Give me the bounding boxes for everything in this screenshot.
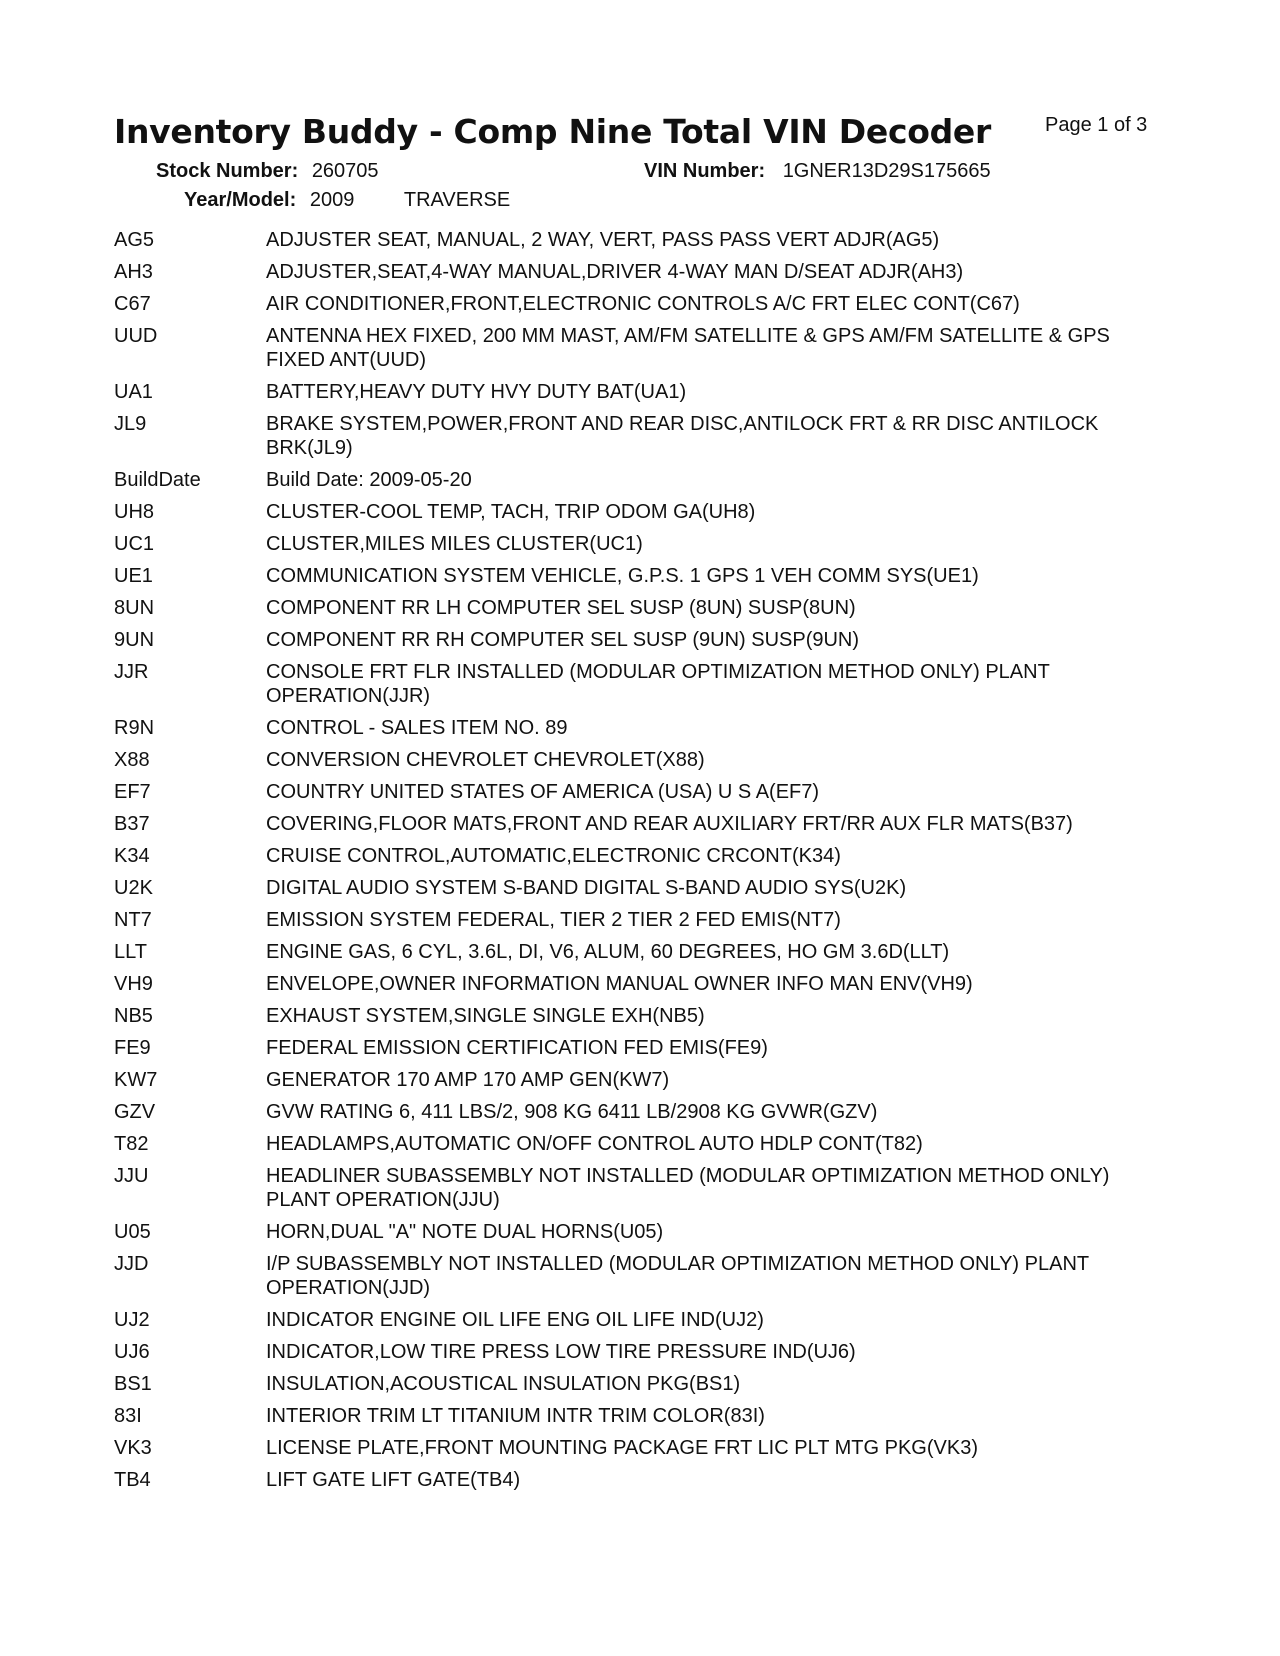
option-description: FEDERAL EMISSION CERTIFICATION FED EMIS(FE9) xyxy=(266,1037,768,1059)
option-code: JJR xyxy=(114,661,149,683)
option-code: JJD xyxy=(114,1253,149,1275)
stock-number-label: Stock Number: xyxy=(156,160,299,182)
option-row xyxy=(114,1220,1164,1244)
option-description: COVERING,FLOOR MATS,FRONT AND REAR AUXILIARY FRT/RR AUX FLR MATS(B37) xyxy=(266,813,1073,835)
vin-number-label: VIN Number: xyxy=(644,160,766,182)
option-code: AH3 xyxy=(114,261,153,283)
option-code: KW7 xyxy=(114,1069,158,1091)
option-code: UH8 xyxy=(114,501,155,523)
option-row xyxy=(114,468,1164,492)
option-row xyxy=(114,1436,1164,1460)
option-description: INSULATION,ACOUSTICAL INSULATION PKG(BS1) xyxy=(266,1373,741,1395)
option-row xyxy=(114,972,1164,996)
option-description: COMPONENT RR LH COMPUTER SEL SUSP (8UN) SUSP(8UN) xyxy=(266,597,856,619)
option-description: GVW RATING 6, 411 LBS/2, 908 KG 6411 LB/2908 KG GVWR(GZV) xyxy=(266,1101,878,1123)
option-description: HORN,DUAL "A" NOTE DUAL HORNS(U05) xyxy=(266,1221,664,1243)
option-code: VH9 xyxy=(114,973,153,995)
option-row xyxy=(114,844,1164,868)
option-row xyxy=(114,1036,1164,1060)
option-row xyxy=(114,876,1164,900)
option-description: BRAKE SYSTEM,POWER,FRONT AND REAR DISC,ANTILOCK FRT & RR DISC ANTILOCK BRK(JL9) xyxy=(266,413,1099,459)
option-description: COMMUNICATION SYSTEM VEHICLE, G.P.S. 1 GPS 1 VEH COMM SYS(UE1) xyxy=(266,565,979,587)
vin-number-value: 1GNER13D29S175665 xyxy=(782,160,991,182)
option-description: LICENSE PLATE,FRONT MOUNTING PACKAGE FRT LIC PLT MTG PKG(VK3) xyxy=(266,1437,978,1459)
option-row xyxy=(114,940,1164,964)
option-row xyxy=(114,1308,1164,1332)
option-description: HEADLAMPS,AUTOMATIC ON/OFF CONTROL AUTO HDLP CONT(T82) xyxy=(266,1133,923,1155)
option-description: AIR CONDITIONER,FRONT,ELECTRONIC CONTROLS A/C FRT ELEC CONT(C67) xyxy=(266,293,1020,315)
option-row xyxy=(114,716,1164,740)
option-description: CONSOLE FRT FLR INSTALLED (MODULAR OPTIMIZATION METHOD ONLY) PLANT OPERATION(JJR) xyxy=(266,661,1050,707)
option-description: GENERATOR 170 AMP 170 AMP GEN(KW7) xyxy=(266,1069,670,1091)
option-code: JL9 xyxy=(114,413,147,435)
option-code: U2K xyxy=(114,877,153,899)
option-row xyxy=(114,1004,1164,1028)
year-model-label: Year/Model: xyxy=(184,189,297,211)
option-description: DIGITAL AUDIO SYSTEM S-BAND DIGITAL S-BAND AUDIO SYS(U2K) xyxy=(266,877,907,899)
option-code: NT7 xyxy=(114,909,152,931)
option-code: NB5 xyxy=(114,1005,153,1027)
option-row xyxy=(114,228,1164,252)
option-code: GZV xyxy=(114,1101,156,1123)
option-code: 83I xyxy=(114,1405,142,1427)
page-number: Page 1 of 3 xyxy=(1045,114,1148,136)
option-description: LIFT GATE LIFT GATE(TB4) xyxy=(266,1469,521,1491)
option-code: VK3 xyxy=(114,1437,152,1459)
option-code: LLT xyxy=(114,941,147,963)
option-row xyxy=(114,1164,1164,1212)
option-row xyxy=(114,1372,1164,1396)
option-code: T82 xyxy=(114,1133,149,1155)
option-row xyxy=(114,908,1164,932)
option-description: CLUSTER-COOL TEMP, TACH, TRIP ODOM GA(UH8) xyxy=(266,501,756,523)
option-code: U05 xyxy=(114,1221,151,1243)
option-code: BS1 xyxy=(114,1373,152,1395)
option-description: ADJUSTER SEAT, MANUAL, 2 WAY, VERT, PASS PASS VERT ADJR(AG5) xyxy=(266,229,940,251)
stock-number-value: 260705 xyxy=(311,160,379,182)
option-code: JJU xyxy=(114,1165,149,1187)
option-row xyxy=(114,324,1164,372)
option-code: K34 xyxy=(114,845,150,867)
option-description: ANTENNA HEX FIXED, 200 MM MAST, AM/FM SATELLITE & GPS AM/FM SATELLITE & GPS FIXED ANT(UUD) xyxy=(266,325,1110,371)
option-row xyxy=(114,596,1164,620)
option-code: TB4 xyxy=(114,1469,151,1491)
option-description: I/P SUBASSEMBLY NOT INSTALLED (MODULAR OPTIMIZATION METHOD ONLY) PLANT OPERATION(JJD) xyxy=(266,1253,1089,1299)
option-row xyxy=(114,1068,1164,1092)
option-row xyxy=(114,1468,1164,1492)
model-value: TRAVERSE xyxy=(403,189,511,211)
option-row xyxy=(114,292,1164,316)
option-description: EXHAUST SYSTEM,SINGLE SINGLE EXH(NB5) xyxy=(266,1005,705,1027)
option-description: INTERIOR TRIM LT TITANIUM INTR TRIM COLOR(83I) xyxy=(266,1405,765,1427)
option-code: BuildDate xyxy=(114,469,201,491)
option-row xyxy=(114,532,1164,556)
option-code: C67 xyxy=(114,293,151,315)
option-row xyxy=(114,1404,1164,1428)
option-description: ENVELOPE,OWNER INFORMATION MANUAL OWNER INFO MAN ENV(VH9) xyxy=(266,973,973,995)
option-code: UE1 xyxy=(114,565,153,587)
option-code: B37 xyxy=(114,813,150,835)
option-row xyxy=(114,1100,1164,1124)
option-row xyxy=(114,412,1164,460)
option-description: HEADLINER SUBASSEMBLY NOT INSTALLED (MODULAR OPTIMIZATION METHOD ONLY) PLANT OPERATION(JJU) xyxy=(266,1165,1110,1211)
option-code: FE9 xyxy=(114,1037,151,1059)
option-description: INDICATOR ENGINE OIL LIFE ENG OIL LIFE IND(UJ2) xyxy=(266,1309,764,1331)
year-model-field xyxy=(184,189,510,212)
option-row xyxy=(114,660,1164,708)
vin-number-field xyxy=(644,160,991,183)
option-description: CONTROL - SALES ITEM NO. 89 xyxy=(266,717,568,739)
option-code: X88 xyxy=(114,749,150,771)
option-row xyxy=(114,564,1164,588)
option-row xyxy=(114,1132,1164,1156)
stock-number-field xyxy=(156,160,379,183)
option-description: EMISSION SYSTEM FEDERAL, TIER 2 TIER 2 FED EMIS(NT7) xyxy=(266,909,841,931)
option-description: Build Date: 2009-05-20 xyxy=(266,469,472,491)
document-title: Inventory Buddy - Comp Nine Total VIN Decoder xyxy=(114,112,991,151)
option-code: AG5 xyxy=(114,229,155,251)
option-description: ADJUSTER,SEAT,4-WAY MANUAL,DRIVER 4-WAY MAN D/SEAT ADJR(AH3) xyxy=(266,261,964,283)
option-code: 8UN xyxy=(114,597,155,619)
option-description: CRUISE CONTROL,AUTOMATIC,ELECTRONIC CRCONT(K34) xyxy=(266,845,841,867)
option-row xyxy=(114,380,1164,404)
option-description: ENGINE GAS, 6 CYL, 3.6L, DI, V6, ALUM, 60 DEGREES, HO GM 3.6D(LLT) xyxy=(266,941,950,963)
option-row xyxy=(114,260,1164,284)
option-code: R9N xyxy=(114,717,155,739)
option-row xyxy=(114,628,1164,652)
option-code: UUD xyxy=(114,325,158,347)
option-description: COMPONENT RR RH COMPUTER SEL SUSP (9UN) SUSP(9UN) xyxy=(266,629,860,651)
option-code: UC1 xyxy=(114,533,155,555)
option-row xyxy=(114,748,1164,772)
option-description: CLUSTER,MILES MILES CLUSTER(UC1) xyxy=(266,533,643,555)
option-row xyxy=(114,1252,1164,1300)
option-row xyxy=(114,500,1164,524)
year-value: 2009 xyxy=(309,189,355,211)
option-list xyxy=(114,228,1164,1500)
option-description: COUNTRY UNITED STATES OF AMERICA (USA) U S A(EF7) xyxy=(266,781,820,803)
option-code: UJ6 xyxy=(114,1341,150,1363)
option-code: EF7 xyxy=(114,781,151,803)
option-row xyxy=(114,780,1164,804)
option-row xyxy=(114,1340,1164,1364)
option-code: UJ2 xyxy=(114,1309,150,1331)
option-description: CONVERSION CHEVROLET CHEVROLET(X88) xyxy=(266,749,705,771)
option-description: BATTERY,HEAVY DUTY HVY DUTY BAT(UA1) xyxy=(266,381,687,403)
option-description: INDICATOR,LOW TIRE PRESS LOW TIRE PRESSURE IND(UJ6) xyxy=(266,1341,856,1363)
option-row xyxy=(114,812,1164,836)
option-code: UA1 xyxy=(114,381,153,403)
option-code: 9UN xyxy=(114,629,155,651)
